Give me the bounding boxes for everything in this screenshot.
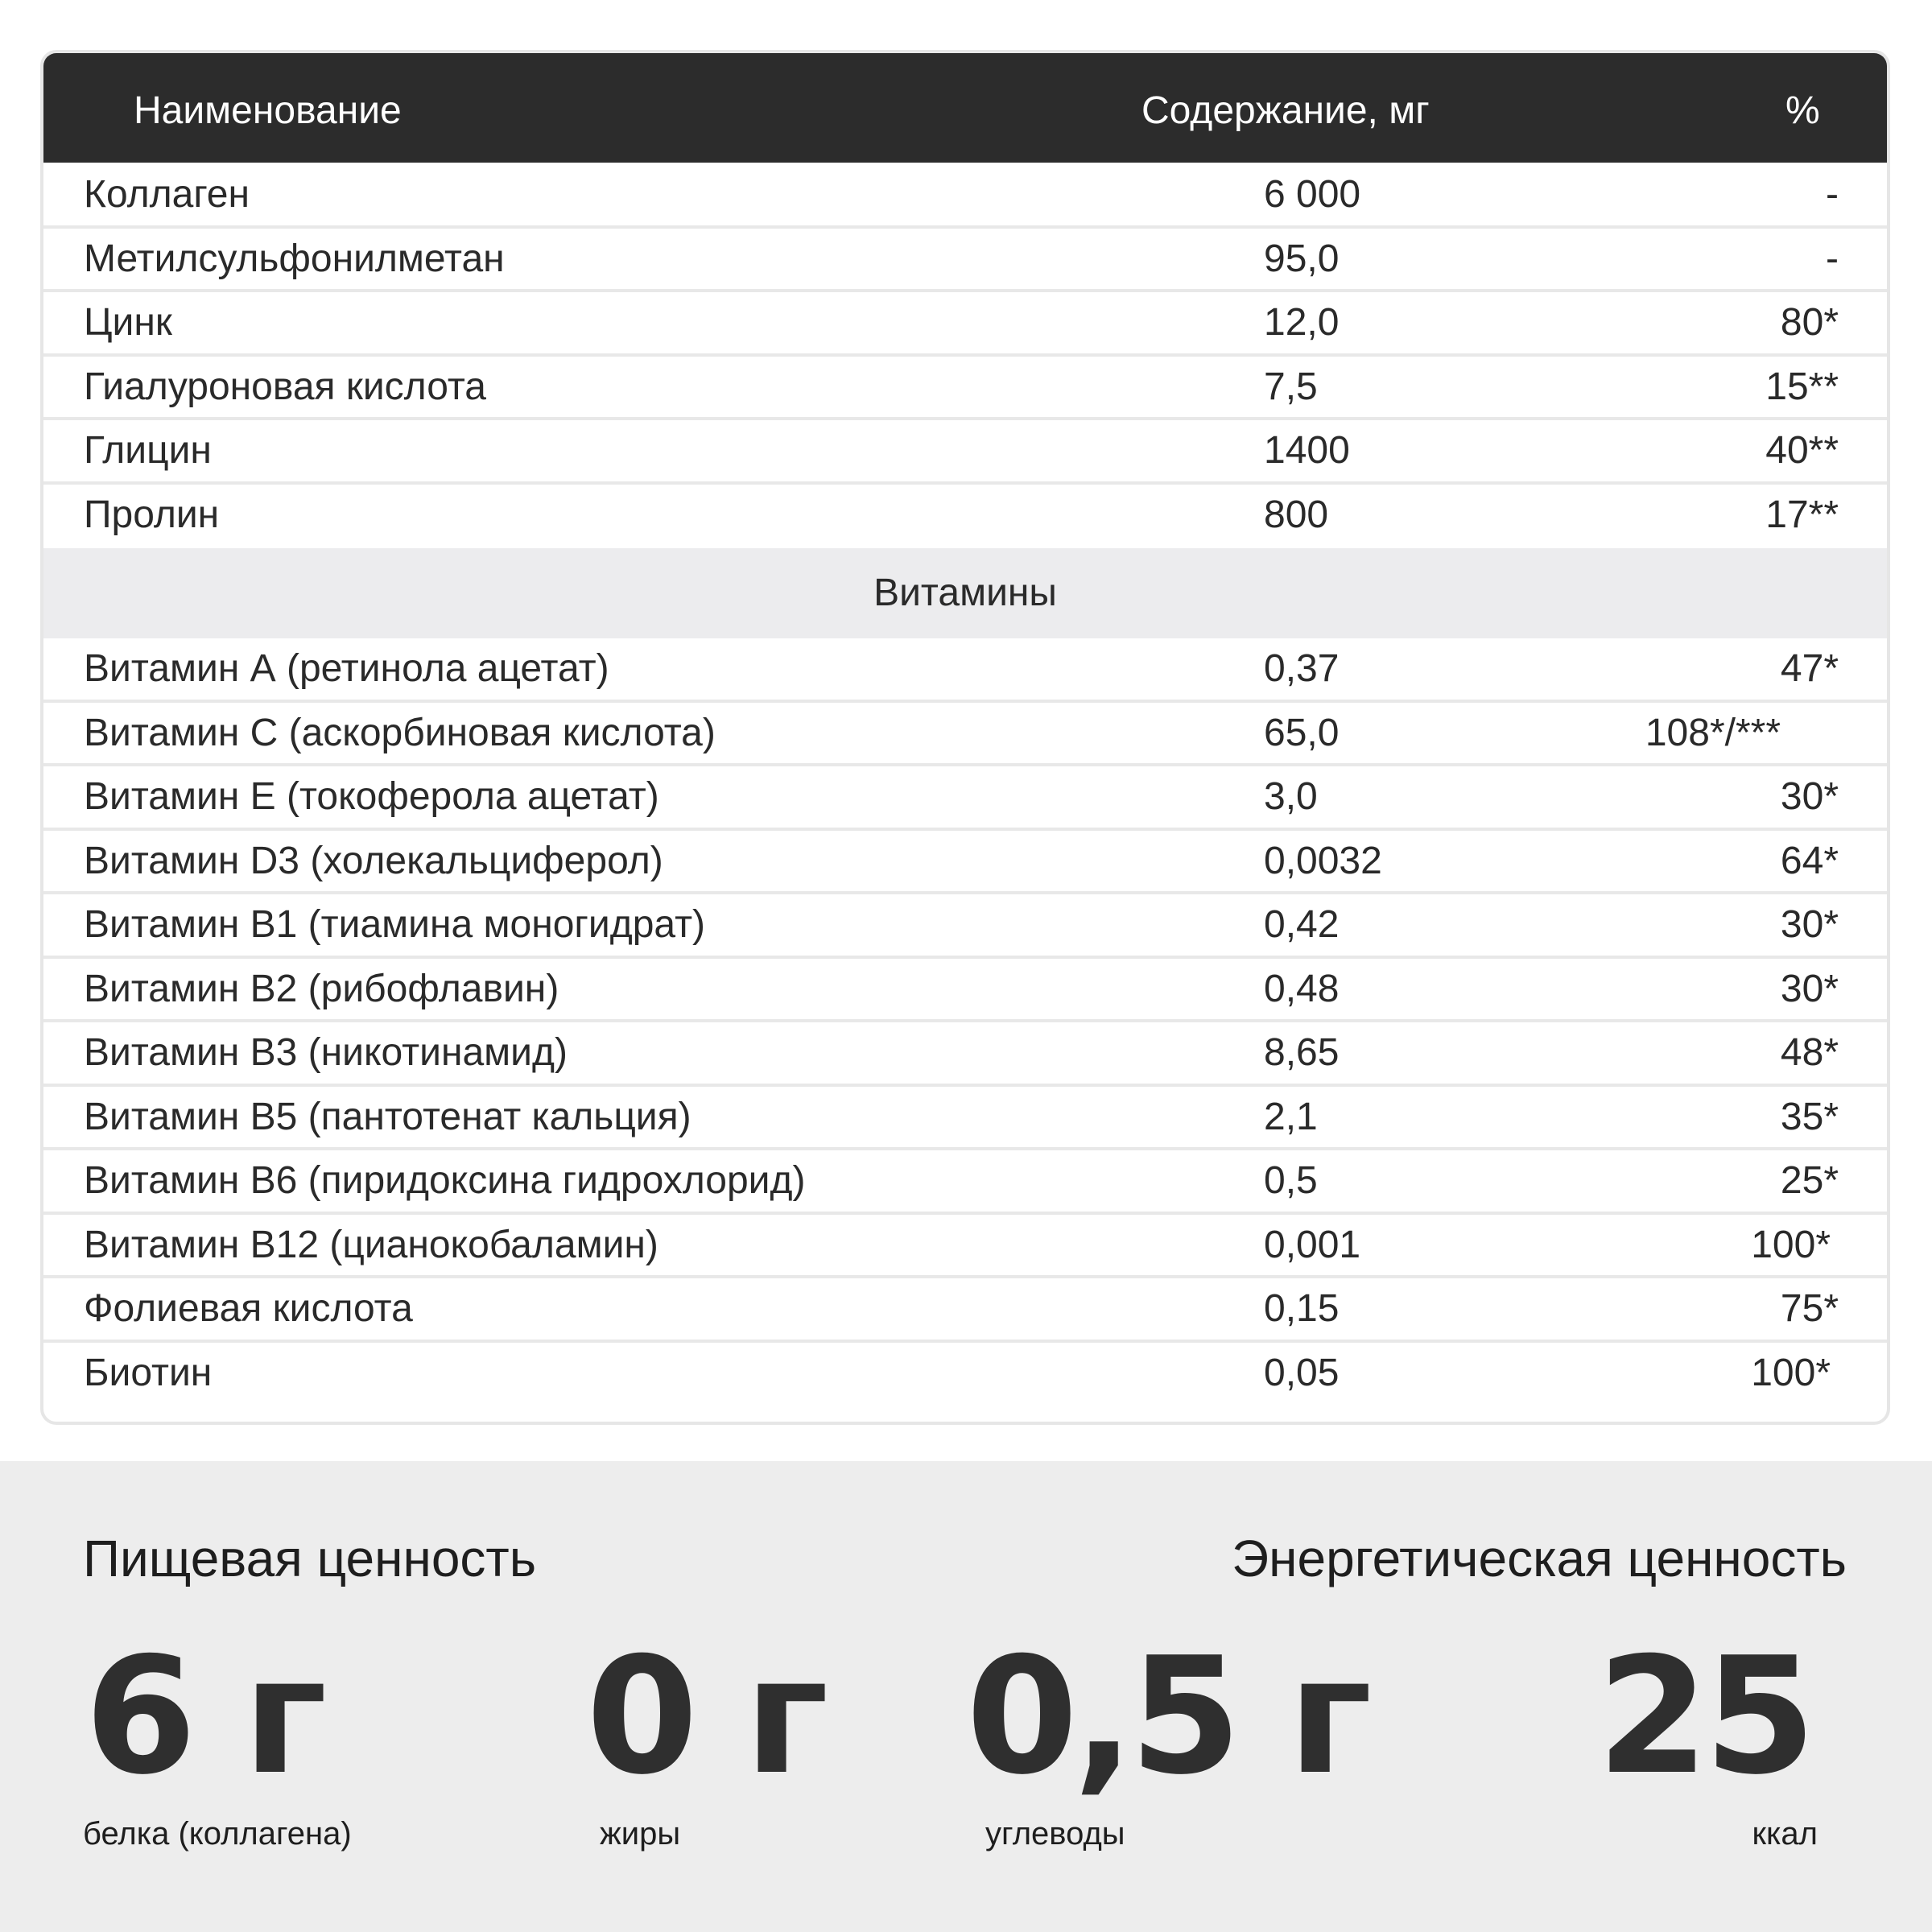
row-percent: 25* xyxy=(1780,1159,1839,1202)
row-percent: 100* xyxy=(1751,1223,1831,1266)
table-row xyxy=(43,357,1887,421)
row-name: Витамин А (ретинола ацетат) xyxy=(84,647,609,690)
row-percent: 100* xyxy=(1751,1351,1831,1394)
row-name: Коллаген xyxy=(84,173,250,216)
row-percent: 15** xyxy=(1765,365,1839,408)
carbs-amount: 0,5 г xyxy=(966,1623,1368,1810)
row-percent: 30* xyxy=(1780,775,1839,818)
row-percent: - xyxy=(1826,173,1839,216)
row-name: Витамин D3 (холекальциферол) xyxy=(84,839,663,882)
row-value: 0,15 xyxy=(1264,1287,1340,1330)
table-row xyxy=(43,703,1887,767)
fat-amount: 0 г xyxy=(586,1623,824,1810)
table-row xyxy=(43,1022,1887,1087)
table-row xyxy=(43,1215,1887,1279)
table-header xyxy=(40,50,1890,163)
row-percent: 108*/*** xyxy=(1645,711,1781,754)
table-row xyxy=(43,894,1887,959)
row-value: 800 xyxy=(1264,493,1329,536)
row-value: 3,0 xyxy=(1264,775,1318,818)
row-value: 65,0 xyxy=(1264,711,1340,754)
row-percent: 80* xyxy=(1780,301,1839,344)
nutrition-panel xyxy=(0,1461,1932,1932)
row-name: Витамин В6 (пиридоксина гидрохлорид) xyxy=(84,1159,806,1202)
row-percent: 47* xyxy=(1780,647,1839,690)
table-row xyxy=(43,292,1887,357)
table-row xyxy=(43,485,1887,549)
table-row xyxy=(43,1343,1887,1407)
row-percent: 64* xyxy=(1780,839,1839,882)
table-row xyxy=(43,420,1887,485)
section-label: Витамины xyxy=(873,572,1057,614)
row-name: Пролин xyxy=(84,493,220,536)
table-row xyxy=(43,766,1887,831)
row-name: Витамин В1 (тиамина моногидрат) xyxy=(84,903,706,946)
row-value: 7,5 xyxy=(1264,365,1318,408)
row-value: 0,0032 xyxy=(1264,839,1382,882)
table-row xyxy=(43,1087,1887,1151)
row-name: Гиалуроновая кислота xyxy=(84,365,486,408)
row-value: 6 000 xyxy=(1264,173,1361,216)
table-row xyxy=(43,831,1887,895)
header-percent: % xyxy=(1785,89,1820,132)
row-value: 1400 xyxy=(1264,429,1350,472)
kcal-amount: 25 xyxy=(1596,1623,1811,1810)
energy-value-heading: Энергетическая ценность xyxy=(1232,1530,1847,1587)
protein-label: белка (коллагена) xyxy=(83,1816,352,1852)
row-percent: 48* xyxy=(1780,1031,1839,1074)
row-percent: 40** xyxy=(1765,429,1839,472)
row-name: Витамин В12 (цианокобаламин) xyxy=(84,1223,658,1266)
row-percent: 75* xyxy=(1780,1287,1839,1330)
row-name: Витамин В2 (рибофлавин) xyxy=(84,967,559,1010)
row-percent: 35* xyxy=(1780,1095,1839,1138)
row-name: Витамин Е (токоферола ацетат) xyxy=(84,775,659,818)
row-name: Цинк xyxy=(84,301,172,344)
row-value: 95,0 xyxy=(1264,237,1340,280)
kcal-label: ккал xyxy=(1752,1816,1818,1852)
table-row xyxy=(43,229,1887,293)
row-percent: 30* xyxy=(1780,967,1839,1010)
table-row xyxy=(43,638,1887,703)
section-vitamins xyxy=(43,548,1887,638)
table-body xyxy=(43,164,1887,1406)
row-name: Витамин С (аскорбиновая кислота) xyxy=(84,711,716,754)
table-row xyxy=(43,1150,1887,1215)
composition-table xyxy=(40,50,1890,1425)
row-value: 0,48 xyxy=(1264,967,1340,1010)
row-value: 8,65 xyxy=(1264,1031,1340,1074)
fat-label: жиры xyxy=(600,1816,681,1852)
carbs-label: углеводы xyxy=(985,1816,1125,1852)
row-value: 0,42 xyxy=(1264,903,1340,946)
row-name: Витамин В5 (пантотенат кальция) xyxy=(84,1095,691,1138)
header-name: Наименование xyxy=(134,89,402,132)
row-name: Глицин xyxy=(84,429,212,472)
row-value: 0,5 xyxy=(1264,1159,1318,1202)
row-name: Витамин В3 (никотинамид) xyxy=(84,1031,568,1074)
row-percent: 17** xyxy=(1765,493,1839,536)
row-percent: - xyxy=(1826,237,1839,280)
row-value: 2,1 xyxy=(1264,1095,1318,1138)
row-name: Биотин xyxy=(84,1351,213,1394)
row-percent: 30* xyxy=(1780,903,1839,946)
table-row xyxy=(43,164,1887,229)
nutritional-value-heading: Пищевая ценность xyxy=(83,1530,537,1587)
row-value: 0,05 xyxy=(1264,1351,1340,1394)
protein-amount: 6 г xyxy=(85,1623,323,1810)
table-row xyxy=(43,1278,1887,1343)
row-name: Фолиевая кислота xyxy=(84,1287,413,1330)
row-value: 0,37 xyxy=(1264,647,1340,690)
row-name: Метилсульфонилметан xyxy=(84,237,505,280)
table-row xyxy=(43,959,1887,1023)
header-content: Содержание, мг xyxy=(1141,89,1430,132)
row-value: 12,0 xyxy=(1264,301,1340,344)
row-value: 0,001 xyxy=(1264,1223,1361,1266)
